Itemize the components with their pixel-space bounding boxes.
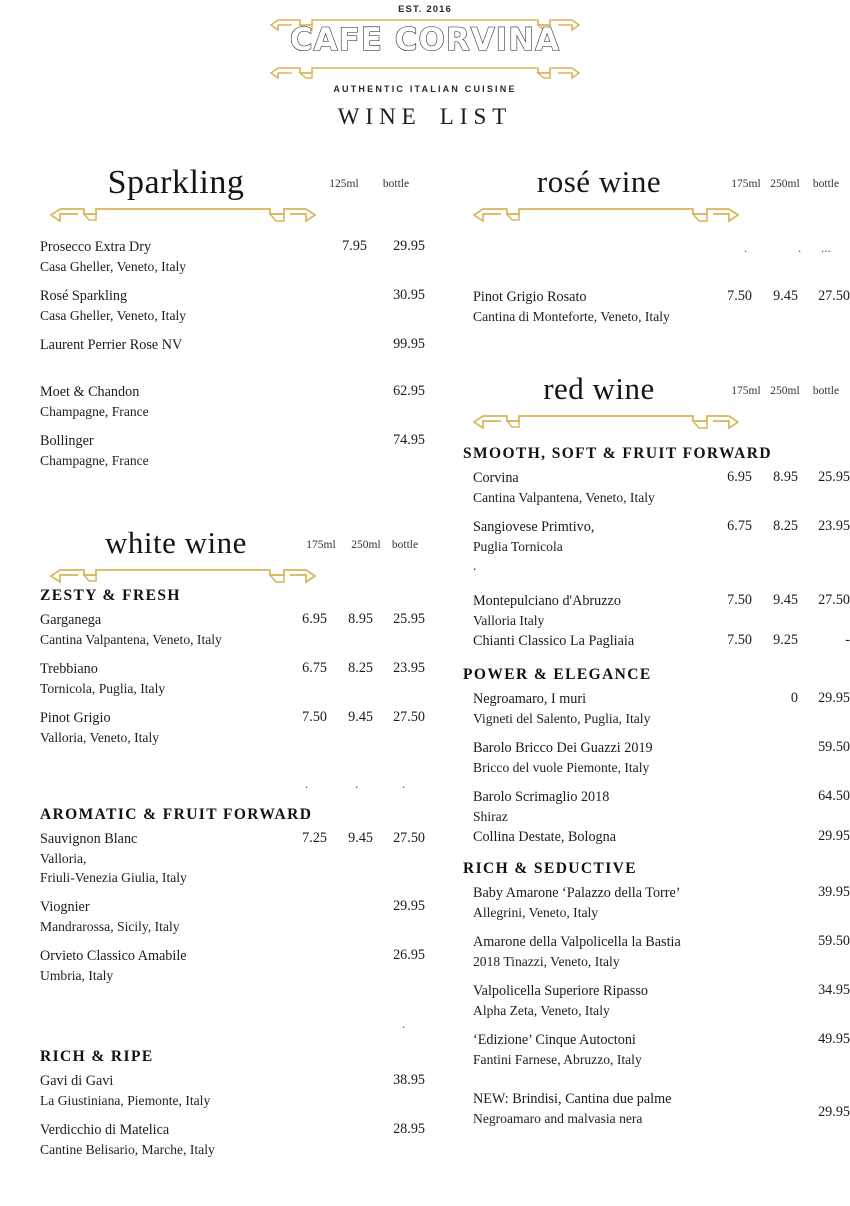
wine-entry (473, 632, 850, 651)
group-label-rich-ripe: RICH & RIPE (40, 1048, 154, 1065)
price-250ml: 8.25 (773, 518, 798, 534)
wine-prices (281, 947, 425, 964)
wine-name: NEW: Brindisi, Cantina due palme (473, 1091, 672, 1107)
wine-entry (473, 469, 850, 507)
price-175ml: 7.50 (727, 288, 752, 304)
price-175ml (281, 898, 327, 915)
wine-producer: La Giustiniana, Piemonte, Italy (40, 1093, 211, 1108)
wine-producer: Tornicola, Puglia, Italy (40, 681, 166, 696)
price-175ml: 6.95 (302, 611, 327, 627)
price-250ml (327, 898, 373, 915)
price-bottle: 23.95 (393, 660, 425, 676)
group-label-rich-seductive: RICH & SEDUCTIVE (463, 860, 637, 877)
price-glass (305, 336, 367, 353)
wine-producer: Valloria, (40, 851, 87, 866)
price-175ml: 7.50 (302, 709, 327, 725)
wine-entry (473, 690, 850, 728)
price-250ml: 8.25 (348, 660, 373, 676)
placeholder-dots-row (40, 776, 425, 794)
placeholder-dot: . (402, 1016, 406, 1031)
price-glass (305, 287, 367, 304)
price-250ml: 0 (790, 690, 798, 706)
price-175ml (706, 690, 752, 707)
section-header-white (40, 525, 425, 587)
logo-frame (270, 16, 580, 78)
wine-prices (798, 1104, 850, 1121)
section-ornament (48, 565, 316, 585)
wine-producer: Valloria, Veneto, Italy (40, 730, 160, 745)
logo-tagline: AUTHENTIC ITALIAN CUISINE (333, 84, 517, 94)
wine-entry (40, 709, 425, 747)
wine-name: Pinot Grigio (40, 710, 111, 726)
price-250ml: 8.95 (773, 469, 798, 485)
wine-prices (798, 982, 850, 999)
unit-header-250ml: 250ml (770, 385, 800, 397)
wine-prices (367, 1121, 425, 1138)
price-bottle: 27.50 (818, 288, 850, 304)
wine-name: Corvina (473, 470, 519, 486)
wine-producer: Casa Gheller, Veneto, Italy (40, 259, 187, 274)
placeholder-dot: . (402, 776, 406, 791)
group-label-smooth-soft-fruit-forward: SMOOTH, SOFT & FRUIT FORWARD (463, 445, 772, 462)
wine-prices (706, 592, 850, 609)
wine-prices (798, 1031, 850, 1048)
restaurant-logo (0, 0, 850, 130)
price-bottle: 27.50 (393, 830, 425, 846)
wine-prices (281, 611, 425, 628)
wine-producer: Casa Gheller, Veneto, Italy (40, 308, 187, 323)
wine-prices (281, 830, 425, 847)
price-175ml: 6.75 (727, 518, 752, 534)
section-ornament (471, 411, 739, 431)
wine-name: Moet & Chandon (40, 384, 140, 400)
price-bottle: 49.95 (818, 1031, 850, 1047)
price-bottle: 29.95 (818, 1104, 850, 1120)
logo-wordmark: CAFE CORVINA (289, 22, 561, 58)
section-ornament (471, 204, 739, 224)
unit-header-bottle: bottle (812, 385, 840, 397)
placeholder-dot: . (355, 776, 359, 791)
wine-producer: Negroamaro and malvasia nera (473, 1111, 643, 1126)
placeholder-dot: . (305, 776, 309, 791)
price-bottle: 29.95 (818, 690, 850, 706)
wine-name: Garganega (40, 612, 102, 628)
wine-entry (40, 1072, 425, 1110)
placeholder-dots-row (463, 240, 850, 258)
wine-prices (281, 709, 425, 726)
price-bottle: 25.95 (818, 469, 850, 485)
group-label-power-elegance: POWER & ELEGANCE (463, 666, 652, 683)
price-glass (305, 432, 367, 449)
unit-header-175ml: 175ml (306, 539, 336, 551)
wine-name: Sangiovese Primtivo, (473, 519, 595, 535)
price-bottle: 29.95 (818, 828, 850, 844)
wine-prices (798, 933, 850, 950)
unit-header-250ml: 250ml (770, 178, 800, 190)
wine-entry (473, 884, 850, 922)
wine-prices (281, 660, 425, 677)
price-bottle: 27.50 (818, 592, 850, 608)
wine-name: Valpolicella Superiore Ripasso (473, 983, 648, 999)
wine-name: Pinot Grigio Rosato (473, 289, 587, 305)
wine-prices (798, 788, 850, 805)
wine-producer: Cantina di Monteforte, Veneto, Italy (473, 309, 670, 324)
wine-producer: Puglia Tornicola (473, 539, 563, 554)
wine-name: Barolo Bricco Dei Guazzi 2019 (473, 740, 653, 756)
price-250ml: 9.45 (348, 709, 373, 725)
wine-prices (798, 828, 850, 845)
section-title-rose: rosé wine (536, 164, 662, 199)
price-bottle: 59.50 (818, 739, 850, 755)
price-bottle: 27.50 (393, 709, 425, 725)
wine-prices (305, 238, 425, 255)
price-bottle: 29.95 (393, 898, 425, 914)
wine-note: . (473, 558, 477, 573)
unit-header-250ml: 250ml (351, 539, 381, 551)
wine-entry (473, 982, 850, 1020)
wine-prices (798, 739, 850, 756)
wine-prices (706, 518, 850, 535)
price-bottle: 59.50 (818, 933, 850, 949)
wine-prices (305, 287, 425, 304)
price-175ml: 6.75 (302, 660, 327, 676)
left-column (40, 164, 425, 1170)
wine-prices (305, 336, 425, 353)
wine-name: Gavi di Gavi (40, 1073, 114, 1089)
wine-entry (473, 1090, 850, 1128)
wine-entry (40, 336, 425, 355)
wine-prices (706, 469, 850, 486)
wine-entry (40, 830, 425, 887)
logo-ornament-bottom (270, 64, 580, 82)
price-175ml (281, 947, 327, 964)
wine-prices (798, 884, 850, 901)
price-bottle: 99.95 (393, 336, 425, 352)
unit-header-175ml: 175ml (731, 385, 761, 397)
price-bottle: 28.95 (393, 1121, 425, 1137)
wine-producer: Cantina Valpantena, Veneto, Italy (473, 490, 655, 505)
wine-name: Sauvignon Blanc (40, 831, 138, 847)
price-bottle: 30.95 (393, 287, 425, 303)
right-column (463, 164, 850, 1139)
price-250ml: 9.45 (348, 830, 373, 846)
wine-entry (40, 1121, 425, 1159)
section-header-red (463, 371, 850, 433)
wine-entry (473, 788, 850, 826)
price-250ml: 9.25 (773, 632, 798, 648)
wine-name: Orvieto Classico Amabile (40, 948, 187, 964)
price-250ml: 9.45 (773, 592, 798, 608)
wine-prices (305, 432, 425, 449)
wine-entry (40, 947, 425, 985)
price-250ml (327, 947, 373, 964)
unit-header-175ml: 175ml (731, 178, 761, 190)
wine-producer: Champagne, France (40, 453, 149, 468)
wine-prices (706, 288, 850, 305)
price-bottle: 74.95 (393, 432, 425, 448)
unit-header-bottle: bottle (812, 178, 840, 190)
placeholder-ellipsis: ... (821, 240, 831, 255)
section-header-sparkling (40, 164, 425, 226)
page-title-list: LIST (439, 104, 513, 129)
wine-name: Collina Destate, Bologna (473, 829, 617, 845)
wine-name: Chianti Classico La Pagliaia (473, 633, 635, 649)
wine-name: Amarone della Valpolicella la Bastia (473, 934, 681, 950)
price-175ml: 7.50 (727, 592, 752, 608)
placeholder-dot: . (798, 240, 802, 255)
wine-entry (40, 432, 425, 470)
wine-producer: Valloria Italy (473, 613, 545, 628)
price-glass: 7.95 (342, 238, 367, 254)
price-250ml: 8.95 (348, 611, 373, 627)
wine-prices (367, 1072, 425, 1089)
wine-name: Laurent Perrier Rose NV (40, 337, 183, 353)
wine-producer: Fantini Farnese, Abruzzo, Italy (473, 1052, 642, 1067)
wine-entry (473, 592, 850, 630)
section-title-red: red wine (543, 371, 655, 406)
price-bottle: 25.95 (393, 611, 425, 627)
price-175ml: 6.95 (727, 469, 752, 485)
section-title-sparkling: Sparkling (107, 164, 245, 201)
wine-producer: Mandrarossa, Sicily, Italy (40, 919, 180, 934)
wine-entry (40, 611, 425, 649)
group-label-aromatic-fruit-forward: AROMATIC & FRUIT FORWARD (40, 806, 313, 823)
wine-entry (473, 1031, 850, 1069)
wine-entry (463, 288, 850, 326)
price-bottle: 34.95 (818, 982, 850, 998)
wine-producer: Umbria, Italy (40, 968, 114, 983)
wine-name: Negroamaro, I muri (473, 691, 587, 707)
wine-entry (40, 660, 425, 698)
page-title (0, 104, 850, 130)
wine-name: Rosé Sparkling (40, 288, 128, 304)
wine-name: Viognier (40, 899, 90, 915)
wine-entry (40, 238, 425, 276)
price-bottle: 26.95 (393, 947, 425, 963)
wine-producer: Allegrini, Veneto, Italy (473, 905, 599, 920)
wine-name: Bollinger (40, 433, 94, 449)
wine-prices (706, 632, 850, 649)
wine-producer: Cantine Belisario, Marche, Italy (40, 1142, 215, 1157)
established-year: EST. 2016 (398, 4, 452, 15)
wine-producer: Champagne, France (40, 404, 149, 419)
wine-name: Trebbiano (40, 661, 98, 677)
price-175ml: 7.50 (727, 632, 752, 648)
price-250ml: 9.45 (773, 288, 798, 304)
price-bottle: 38.95 (393, 1072, 425, 1088)
wine-name: ‘Edizione’ Cinque Autoctoni (473, 1032, 636, 1048)
wine-entry (473, 518, 850, 575)
price-bottle: 64.50 (818, 788, 850, 804)
section-header-rose (463, 164, 850, 226)
price-bottle: 29.95 (393, 238, 425, 254)
placeholder-dots-row (40, 1016, 425, 1034)
unit-header-125ml: 125ml (329, 178, 359, 190)
wine-name: Verdicchio di Matelica (40, 1122, 170, 1138)
wine-name: Prosecco Extra Dry (40, 239, 152, 255)
section-ornament (48, 204, 316, 224)
wine-prices (281, 898, 425, 915)
price-glass (305, 383, 367, 400)
wine-name: Montepulciano d'Abruzzo (473, 593, 621, 609)
unit-header-bottle: bottle (391, 539, 419, 551)
price-bottle: - (845, 632, 850, 648)
wine-entry (473, 828, 850, 847)
wine-entry (40, 898, 425, 936)
price-bottle: 39.95 (818, 884, 850, 900)
wine-producer: Cantina Valpantena, Veneto, Italy (40, 632, 222, 647)
price-bottle: 23.95 (818, 518, 850, 534)
unit-header-bottle: bottle (382, 178, 410, 190)
wine-entry (40, 383, 425, 421)
wine-entry (40, 287, 425, 325)
wine-name: Barolo Scrimaglio 2018 (473, 789, 610, 805)
wine-producer: Alpha Zeta, Veneto, Italy (473, 1003, 610, 1018)
wine-entry (473, 933, 850, 971)
wine-prices (706, 690, 850, 707)
wine-prices (305, 383, 425, 400)
section-title-white: white wine (105, 525, 247, 560)
wine-region: Friuli-Venezia Giulia, Italy (40, 870, 187, 885)
wine-name: Baby Amarone ‘Palazzo della Torre’ (473, 885, 681, 901)
wine-producer: Shiraz (473, 809, 508, 824)
placeholder-dot: . (744, 240, 748, 255)
price-bottle: 62.95 (393, 383, 425, 399)
wine-producer: Bricco del vuole Piemonte, Italy (473, 760, 650, 775)
wine-producer: 2018 Tinazzi, Veneto, Italy (473, 954, 620, 969)
page-title-wine: WINE (337, 104, 422, 129)
group-label-zesty-fresh: ZESTY & FRESH (40, 587, 181, 604)
wine-producer: Vigneti del Salento, Puglia, Italy (473, 711, 651, 726)
price-175ml: 7.25 (302, 830, 327, 846)
wine-entry (473, 739, 850, 777)
